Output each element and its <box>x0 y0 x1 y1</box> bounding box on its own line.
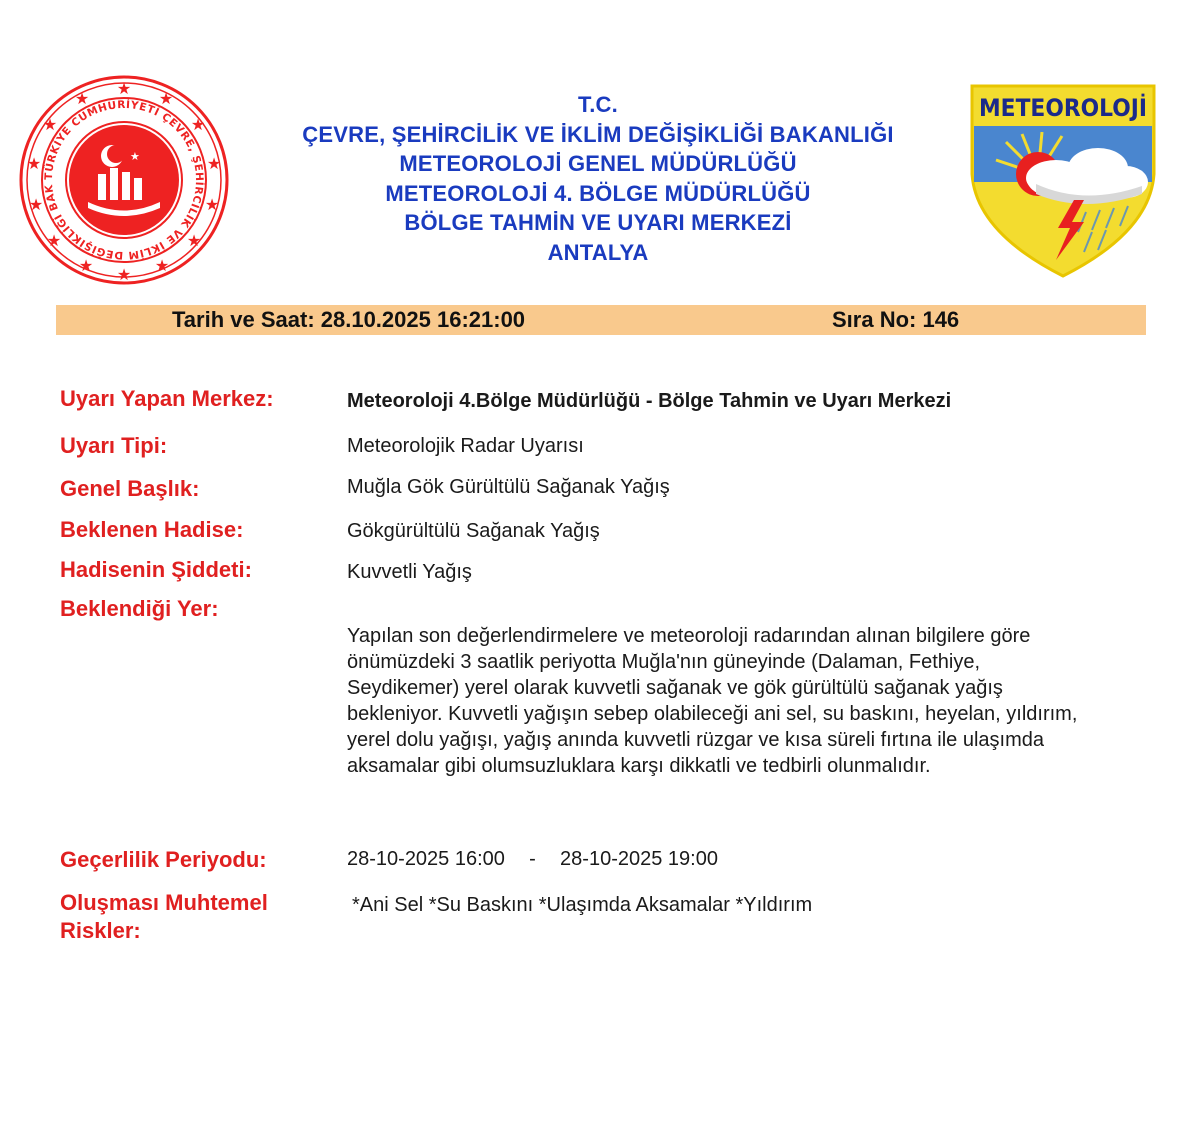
meteoroloji-logo <box>966 82 1160 280</box>
risks-label-line2: Riskler: <box>60 918 141 943</box>
event-value: Gökgürültülü Sağanak Yağış <box>347 520 600 542</box>
svg-text:★: ★ <box>154 256 170 275</box>
svg-text:★: ★ <box>42 115 58 134</box>
center-value: Meteoroloji 4.Bölge Müdürlüğü - Bölge Tahmin ve Uyarı Merkezi <box>347 390 952 412</box>
svg-text:★: ★ <box>116 79 132 98</box>
svg-text:★: ★ <box>78 256 94 275</box>
header-line-regional: METEOROLOJİ 4. BÖLGE MÜDÜRLÜĞÜ <box>385 180 811 206</box>
severity-value: Kuvvetli Yağış <box>347 561 472 583</box>
type-value: Meteorolojik Radar Uyarısı <box>347 435 584 457</box>
header-line-city: ANTALYA <box>547 239 649 265</box>
period-end: 28-10-2025 19:00 <box>560 848 718 870</box>
period-start: 28-10-2025 16:00 <box>347 848 505 870</box>
ministry-seal <box>14 74 234 286</box>
svg-text:★: ★ <box>204 195 220 214</box>
logo-text: METEOROLOJİ <box>979 94 1160 122</box>
svg-text:★: ★ <box>74 89 90 108</box>
header <box>240 90 956 267</box>
header-line-ministry: ÇEVRE, ŞEHİRCİLİK VE İKLİM DEĞİŞİKLİĞİ BAKANLIĞI <box>302 121 894 147</box>
description-line: önümüzdeki 3 saatlik periyotta Muğla'nın güneyinde (Dalaman, Fethiye, <box>347 651 981 673</box>
svg-text:★: ★ <box>206 154 222 173</box>
svg-text:★: ★ <box>130 150 140 163</box>
header-line-directorate: METEOROLOJİ GENEL MÜDÜRLÜĞÜ <box>399 151 797 176</box>
period-label: Geçerlilik Periyodu: <box>60 847 267 872</box>
sequence-number: Sıra No: 146 <box>832 307 960 332</box>
risks-value: *Ani Sel *Su Baskını *Ulaşımda Aksamalar *Yıldırım <box>352 894 813 916</box>
description-line: bekleniyor. Kuvvetli yağışın sebep olabileceği ani sel, su baskını, heyelan, yıldırım, <box>347 703 1078 725</box>
center-label: Uyarı Yapan Merkez: <box>60 386 274 411</box>
header-line-center: BÖLGE TAHMİN VE UYARI MERKEZİ <box>404 210 792 235</box>
issue-datetime: Tarih ve Saat: 28.10.2025 16:21:00 <box>172 307 526 332</box>
description-line: Yapılan son değerlendirmelere ve meteoroloji radarından alınan bilgilere göre <box>347 625 1031 647</box>
event-label: Beklenen Hadise: <box>60 517 244 542</box>
title-value: Muğla Gök Gürültülü Sağanak Yağış <box>347 476 670 498</box>
date-bar <box>56 305 1146 335</box>
description-line: aksamalar gibi olumsuzluklara karşı dikkatli ve tedbirli olunmalıdır. <box>347 755 931 777</box>
svg-text:★: ★ <box>190 115 206 134</box>
svg-text:★: ★ <box>46 231 62 250</box>
svg-text:★: ★ <box>158 89 174 108</box>
svg-text:★: ★ <box>26 154 42 173</box>
svg-text:★: ★ <box>28 195 44 214</box>
header-line-tc: T.C. <box>578 92 618 117</box>
location-label: Beklendiği Yer: <box>60 596 219 621</box>
validity-period <box>347 846 718 872</box>
risks-label-line1: Oluşması Muhtemel <box>60 890 268 915</box>
title-label: Genel Başlık: <box>60 476 200 501</box>
period-separator: - <box>529 848 536 870</box>
description-line: Seydikemer) yerel olarak kuvvetli sağanak ve gök gürültülü sağanak yağış <box>347 677 1003 699</box>
warning-description <box>347 623 1167 779</box>
description-line: yerel dolu yağışı, yağış anında kuvvetli rüzgar ve kısa süreli fırtına ile ulaşımda <box>347 729 1045 751</box>
type-label: Uyarı Tipi: <box>60 433 168 458</box>
svg-text:★: ★ <box>186 231 202 250</box>
severity-label: Hadisenin Şiddeti: <box>60 557 252 582</box>
svg-text:★: ★ <box>116 265 132 284</box>
seal-ring-text: TÜRKİYE CUMHURİYETİ ÇEVRE, ŞEHİRCİLİK VE İKLİM DEĞİŞİKLİĞİ BAK <box>42 98 206 262</box>
